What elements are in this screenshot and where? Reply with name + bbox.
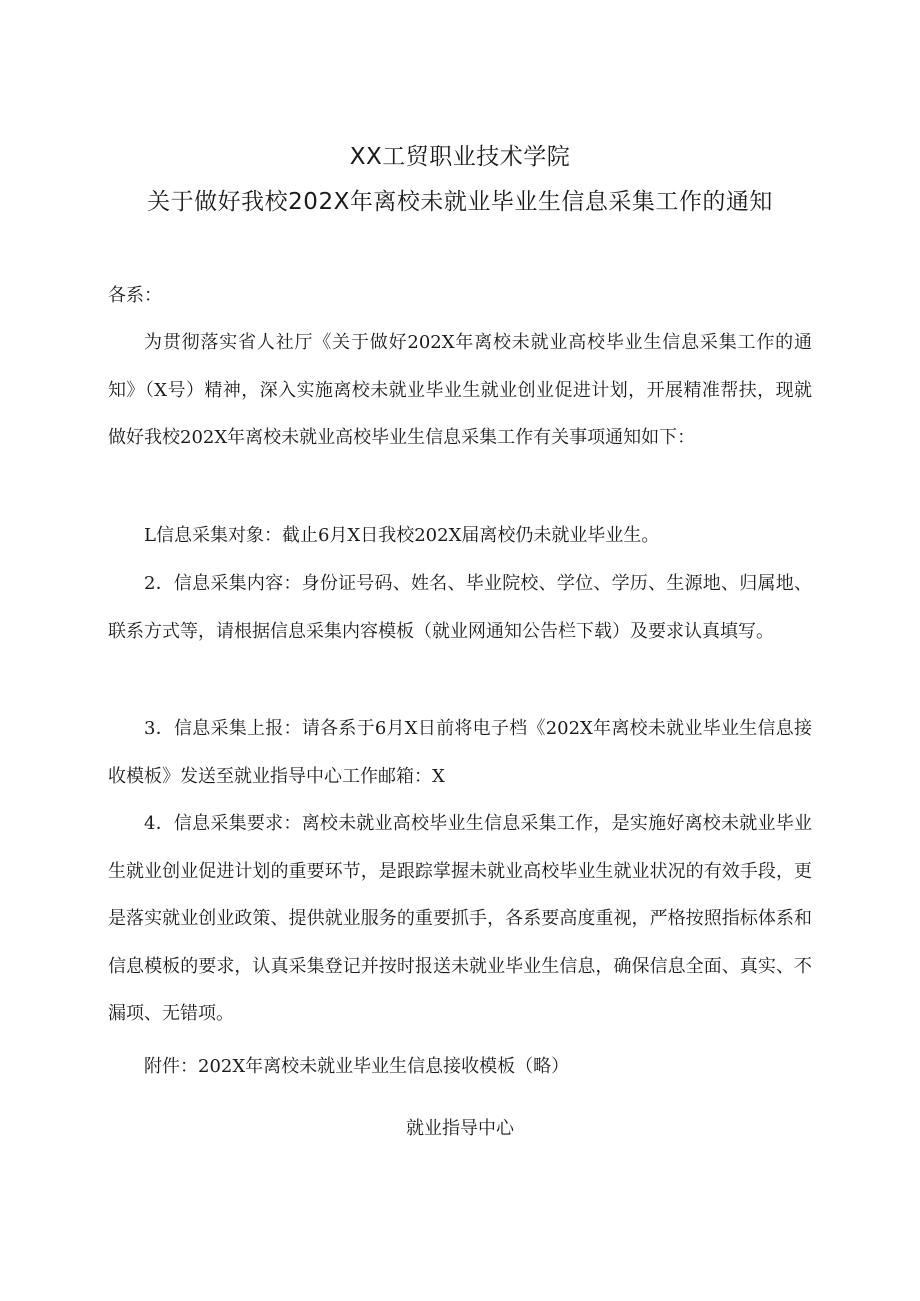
item-1-block (108, 512, 812, 560)
attachment-paragraph: 附件：202X年离校未就业毕业生信息接收模板（略） (144, 1056, 570, 1077)
document-title-institution: XX工贸职业技术学院 (349, 144, 571, 170)
item-4-paragraph: 4．信息采集要求：离校未就业高校毕业生信息采集工作，是实施好离校未就业毕业生就业创业促进计划的重要环节，是跟踪掌握未就业高校毕业生就业状况的有效手段，更是落实就业创业政策、提供就业服务的重要抓手，各系要高度重视，严格按照指标体系和信息模板的要求，认真采集登记并按时报送未就业毕业生信息，确保信息全面、真实、不漏项、无错项。 (108, 813, 812, 1024)
item-2-paragraph: 2．信息采集内容：身份证号码、姓名、毕业院校、学位、学历、生源地、归属地、联系方式等，请根据信息采集内容模板（就业网通知公告栏下载）及要求认真填写。 (108, 573, 812, 642)
item-2-block (108, 560, 812, 655)
intro-paragraph: 为贯彻落实省人社厅《关于做好202X年离校未就业高校毕业生信息采集工作的通知》（X号）精神，深入实施离校未就业毕业生就业创业促进计划，开展精准帮扶，现就做好我校202X年离校未就业高校毕业生信息采集工作有关事项通知如下： (108, 332, 812, 448)
item-4-block (108, 800, 812, 1038)
item-3-paragraph: 3．信息采集上报：请各系于6月X日前将电子档《202X年离校未就业毕业生信息接收模板》发送至就业指导中心工作邮箱：X (108, 718, 812, 787)
document-title-subject: 关于做好我校202X年离校未就业毕业生信息采集工作的通知 (147, 189, 773, 215)
issuer-signature: 就业指导中心 (406, 1118, 514, 1139)
greeting-line: 各系： (108, 285, 162, 306)
attachment-block (108, 1043, 812, 1091)
intro-paragraph-block (108, 319, 812, 462)
item-1-paragraph: L信息采集对象：截止6月X日我校202X届离校仍未就业毕业生。 (144, 525, 660, 546)
item-3-block (108, 705, 812, 800)
